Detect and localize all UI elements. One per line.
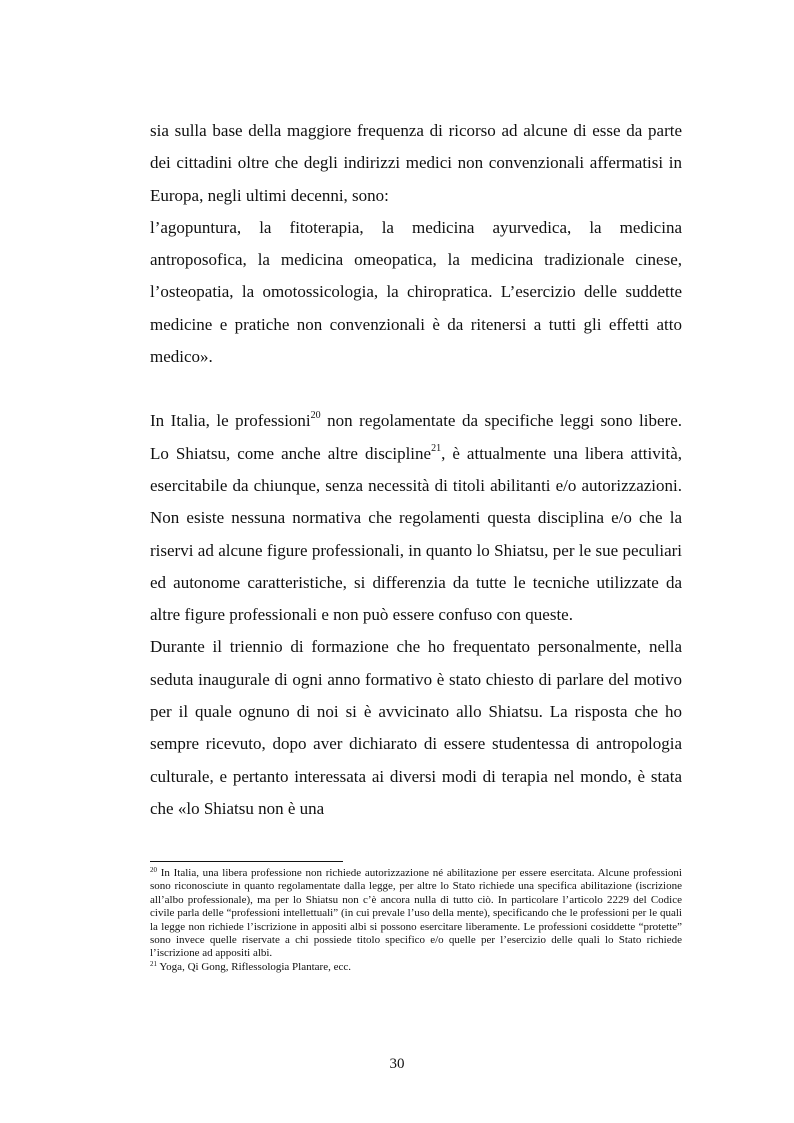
footnote-number: 20 [150, 866, 157, 874]
footnote-ref-21[interactable]: 21 [431, 442, 442, 454]
footnote-separator [150, 861, 343, 862]
footnotes [150, 861, 682, 974]
page-number: 30 [389, 1056, 405, 1072]
footnote-text: Yoga, Qi Gong, Riflessologia Plantare, ecc. [157, 960, 351, 973]
paragraph-3 [150, 405, 682, 631]
paragraph-3-text-c: , è attualmente una libera attività, esercitabile da chiunque, senza necessità di titoli abilitanti e/o autorizzazioni. Non esiste nessuna normativa che regolamenti questa disciplina e/o che la riservi ad alcune figure professionali, in quanto lo Shiatsu, per le sue peculiari ed autonome caratteristiche, si differenzia da tutte le tecniche utilizzate da altre figure professionali e non può essere confuso con queste. [150, 443, 682, 625]
footnote-20 [150, 867, 682, 961]
paragraph-4: Durante il triennio di formazione che ho frequentato personalmente, nella seduta inaugurale di ogni anno formativo è stato chiesto di parlare del motivo per il quale ognuno di noi si è avvicinato allo Shiatsu. La risposta che ho sempre ricevuto, dopo aver dichiarato di essere studentessa di antropologia culturale, e pertanto interessata ai diversi modi di terapia nel mondo, è stata che «lo Shiatsu non è una [150, 637, 682, 818]
page-body [150, 115, 682, 825]
paragraph-2: l’agopuntura, la fitoterapia, la medicina ayurvedica, la medicina antroposofica, la medicina omeopatica, la medicina tradizionale cinese, l’osteopatia, la omotossicologia, la chiropratica. L’esercizio delle suddette medicine e pratiche non convenzionali è da ritenersi a tutti gli effetti atto medico». [150, 217, 682, 367]
footnote-text: In Italia, una libera professione non richiede autorizzazione né abilitazione per essere esercitata. Alcune professioni sono riconosciute in quanto regolamentate dalla legge, per altre lo Stato richiede una specifica abilitazione (iscrizione all’albo professionale), ma per lo Shiatsu non c’è ancora nulla di tutto ciò. In particolare l’articolo 2229 del Codice civile parla delle “professioni intellettuali” (in cui prevale l’uso della mente), specificando che le professioni per le quali la legge non richiede l’iscrizione in appositi albi si possono esercitare liberamente. Le professioni cosiddette “protette” sono invece quelle riservate a chi possiede titolo specifico e/o quelle per l’esercizio delle quali lo Stato richiede l’iscrizione ad appositi albi. [150, 867, 682, 960]
paragraph-3-text-a: In Italia, le professioni [150, 411, 311, 431]
paragraph-3-text-b: non regolamentate da specifiche leggi sono libere. Lo Shiatsu, come anche altre discipline [150, 411, 682, 463]
paragraph-1: sia sulla base della maggiore frequenza di ricorso ad alcune di esse da parte dei cittadini oltre che degli indirizzi medici non convenzionali affermatisi in Europa, negli ultimi decenni, sono: [150, 121, 682, 205]
footnote-ref-20[interactable]: 20 [310, 410, 321, 422]
footnote-21 [150, 961, 682, 974]
footnote-number: 21 [150, 959, 157, 968]
